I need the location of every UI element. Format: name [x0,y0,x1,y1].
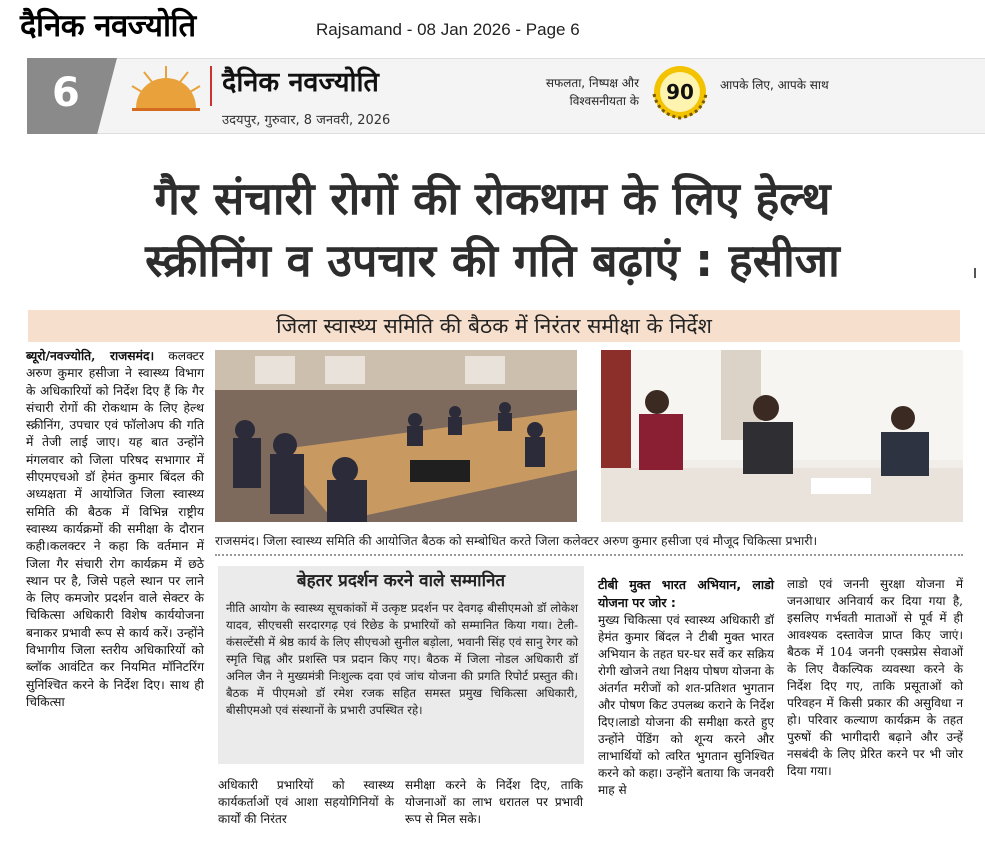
headline-line-2: स्क्रीनिंग व उपचार की गति बढ़ाएं : हसीजा [145,234,840,287]
sun-logo-icon [128,64,204,114]
article-column-bottom-left: अधिकारी प्रभारियों को स्वास्थ्य कार्यकर्ताओं एवं आशा सहयोगिनियों के कार्यों की निरंतर [218,778,394,826]
dateline: ब्यूरो/नवज्योति, राजसमंद। [26,348,155,363]
tb-section-heading: टीबी मुक्त भारत अभियान, लाडो योजना पर जोर : [598,577,774,610]
highlight-box-body: नीति आयोग के स्वास्थ्य सूचकांकों में उत्कृष्ट प्रदर्शन पर देवगढ़ बीसीएमओ डॉ लोकेश यादव, सीएचसी सरदारगढ़ एवं रिछेड के प्रभारियों को सम्मानित किया गया। टेली-कंसल्टेंसी में श्रेष्ठ कार्य के लिए सीएचओ सुनील बड़ोला, भवानी सिंह एवं सानु रेगर को स्मृति चिह्न और प्रशस्ति पत्र प्रदान किए गए। बैठक में जिला नोडल अधिकारी डॉ अनिल जैन ने मुख्यमंत्री निःशुल्क दवा एवं जांच योजना की प्रगति रिपोर्ट प्रस्तुत की। बैठक में पीएमओ डॉ रमेश रजक सहित समस्त प्रमुख चिकित्सा अधिकारी, बीसीएमओ एवं संस्थानों के प्रभारी उपस्थित रहे। [226,601,578,717]
tagline-left: सफलता, निष्पक्ष और विश्वसनीयता के [545,76,639,108]
tb-section-text: मुख्य चिकित्सा एवं स्वास्थ्य अधिकारी डॉ हेमंत कुमार बिंदल ने टीबी मुक्त भारत अभियान के तहत घर-घर सर्वे कर सक्रिय रोगी खोजने तथा निक्षय पोषण योजना के अंतर्गत मरीजों को शत-प्रतिशत भुगतान और पोषण किट उपलब्ध कराने के निर्देश दिए।लाडो योजना की समीक्षा करते हुए उन्होंने पेंडिंग को शून्य करने और लाभार्थियों को त्वरित भुगतान सुनिश्चित करने को कहा। उन्होंने बताया कि जनवरी माह से [598,613,774,797]
masthead-logo: दैनिक नवज्योति [20,8,196,44]
article-column-bottom-mid: समीक्षा करने के निर्देश दिए, ताकि योजनाओं का लाभ धरातल पर प्रभावी रूप से मिल सके। [405,778,583,826]
header-divider [210,66,212,106]
anniversary-badge-icon [644,64,716,126]
band-date: उदयपुर, गुरुवार, 8 जनवरी, 2026 [222,113,391,128]
subheadline: जिला स्वास्थ्य समिति की बैठक में निरंतर समीक्षा के निर्देश [28,310,960,342]
main-headline [20,168,965,292]
article-column-mid [598,576,774,799]
photo-caption: राजसमंद। जिला स्वास्थ्य समिति की आयोजित बैठक को सम्बोधित करते जिला कलेक्टर अरुण कुमार हसीजा एवं मौजूद चिकित्सा प्रभारी। [215,534,818,548]
badge-number: 90 [666,80,694,104]
headline-line-1: गैर संचारी रोगों की रोकथाम के लिए हेल्थ [154,172,831,225]
edition-line: Rajsamand - 08 Jan 2026 - Page 6 [316,20,580,39]
column-1-text: कलक्टर अरुण कुमार हसीजा ने स्वास्थ्य विभाग के अधिकारियों को निर्देश दिए हैं कि गैर संचारी रोगों की रोकथाम के लिए हेल्थ स्क्रीनिंग, उपचार एवं फॉलोअप की गति में तेजी लाई जाए। यह बात उन्होंने मंगलवार को जिला परिषद सभागार में सीएमएचओ डॉ हेमंत कुमार बिंदल की अध्यक्षता में आयोजित जिला स्वास्थ्य समिति की बैठक में विभिन्न राष्ट्रीय स्वास्थ्य कार्यक्रमों की समीक्षा के दौरान कही।कलक्टर ने कहा कि वर्तमान में जिला गैर संचारी रोग कार्यक्रम में छठे स्थान पर है, जिसे पहले स्थान पर लाने के लिए कमजोर प्रदर्शन वाले सेक्टर के चिकित्सा अधिकारी विशेष कार्ययोजना बनाकर प्रभावी रूप से कार्य करें। उन्होंने विभागीय जिला स्तरीय अधिकारियों को ब्लॉक आवंटित कर नियमित मॉनिटरिंग सुनिश्चित करने के निर्देश दिए। साथ ही चिकित्सा [26,349,204,709]
section-divider [215,554,963,556]
article-column-right: लाडो एवं जननी सुरक्षा योजना में जनआधार अनिवार्य कर दिया गया है, इसलिए गर्भवती माताओं से पूर्व में ही आवश्यक दस्तावेज प्राप्त किए जाएं। बैठक में 104 जननी एक्सप्रेस सेवाओं के लिए वैकल्पिक व्यवस्था करने के निर्देश दिए गए, ताकि प्रसूताओं को परिवहन में किसी प्रकार की असुविधा न हो। परिवार कल्याण कार्यक्रम के तहत पुरुषों की भागीदारी बढ़ाने और उन्हें नसबंदी के लिए प्रेरित करने पर भी जोर दिया गया। [787,577,963,778]
article-column-1 [26,347,204,711]
meeting-hall-photo [215,350,577,522]
band-title: दैनिक नवज्योति [222,67,379,98]
highlight-box-title: बेहतर प्रदर्शन करने वाले सम्मानित [296,571,506,591]
tagline-right: आपके लिए, आपके साथ [720,78,829,92]
page-edge-mark [974,268,982,278]
page-number: 6 [52,70,80,116]
officials-photo [601,350,963,522]
